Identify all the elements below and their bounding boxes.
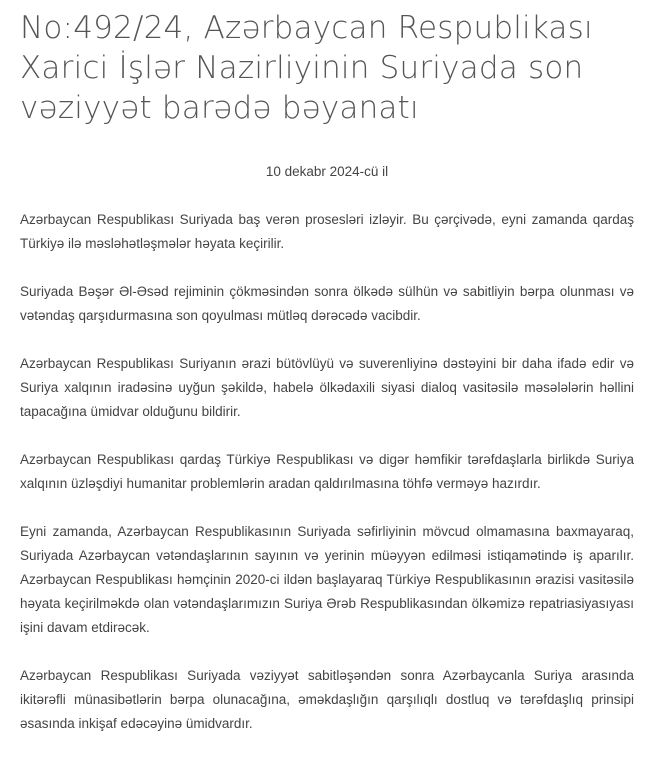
paragraph: Azərbaycan Respublikası Suriyada baş verən prosesləri izləyir. Bu çərçivədə, eyni zamanda qardaş Türkiyə ilə məsləhətləşmələr həyata keçirilir. — [20, 212, 634, 251]
paragraph: Eyni zamanda, Azərbaycan Respublikasının Suriyada səfirliyinin mövcud olmamasına baxmayaraq, Suriyada Azərbaycan vətəndaşlarının sayının və yerinin müəyyən edilməsi istiqamətində iş aparılır. Azərbaycan Respublikası həmçinin 2020-ci ildən başlayaraq Türkiyə Respublikasının ərazisi vasitəsilə həyata keçirilməkdə olan vətəndaşlarımızın Suriya Ərəb Respublikasından ölkəmizə repatriasiyasıyası işini davam etdirəcək. — [20, 524, 634, 635]
paragraph: Azərbaycan Respublikası Suriyanın ərazi bütövlüyü və suverenliyinə dəstəyini bir daha ifadə edir və Suriya xalqının iradəsinə uyğun şəkildə, habelə ölkədaxili siyasi dialoq vasitəsilə məsələlərin həllini tapacağına ümidvar olduğunu bildirir. — [20, 356, 634, 419]
paragraph: Suriyada Bəşər Əl-Əsəd rejiminin çökməsindən sonra ölkədə sülhün və sabitliyin bərpa olunması və vətəndaş qarşıdurmasına son qoyulması mütləq dərəcədə vacibdir. — [20, 284, 634, 323]
paragraph: Azərbaycan Respublikası qardaş Türkiyə Respublikası və digər həmfikir tərəfdaşlarla birlikdə Suriya xalqının üzləşdiyi humanitar problemlərin aradan qaldırılmasına töhfə verməyə hazırdır. — [20, 452, 634, 491]
page-title: No:492/24, Azərbaycan Respublikası Xarici İşlər Nazirliyinin Suriyada son vəziyyət barədə bəyanatı — [20, 10, 593, 126]
publication-date: 10 dekabr 2024-cü il — [265, 164, 389, 179]
paragraph: Azərbaycan Respublikası Suriyada vəziyyət sabitləşəndən sonra Azərbaycanla Suriya arasında ikitərəfli münasibətlərin bərpa olunacağına, əməkdaşlığın qarşılıqlı dostluq və tərəfdaşlıq prinsipi əsasında inkişaf edəcəyinə ümidvardır. — [20, 668, 634, 731]
